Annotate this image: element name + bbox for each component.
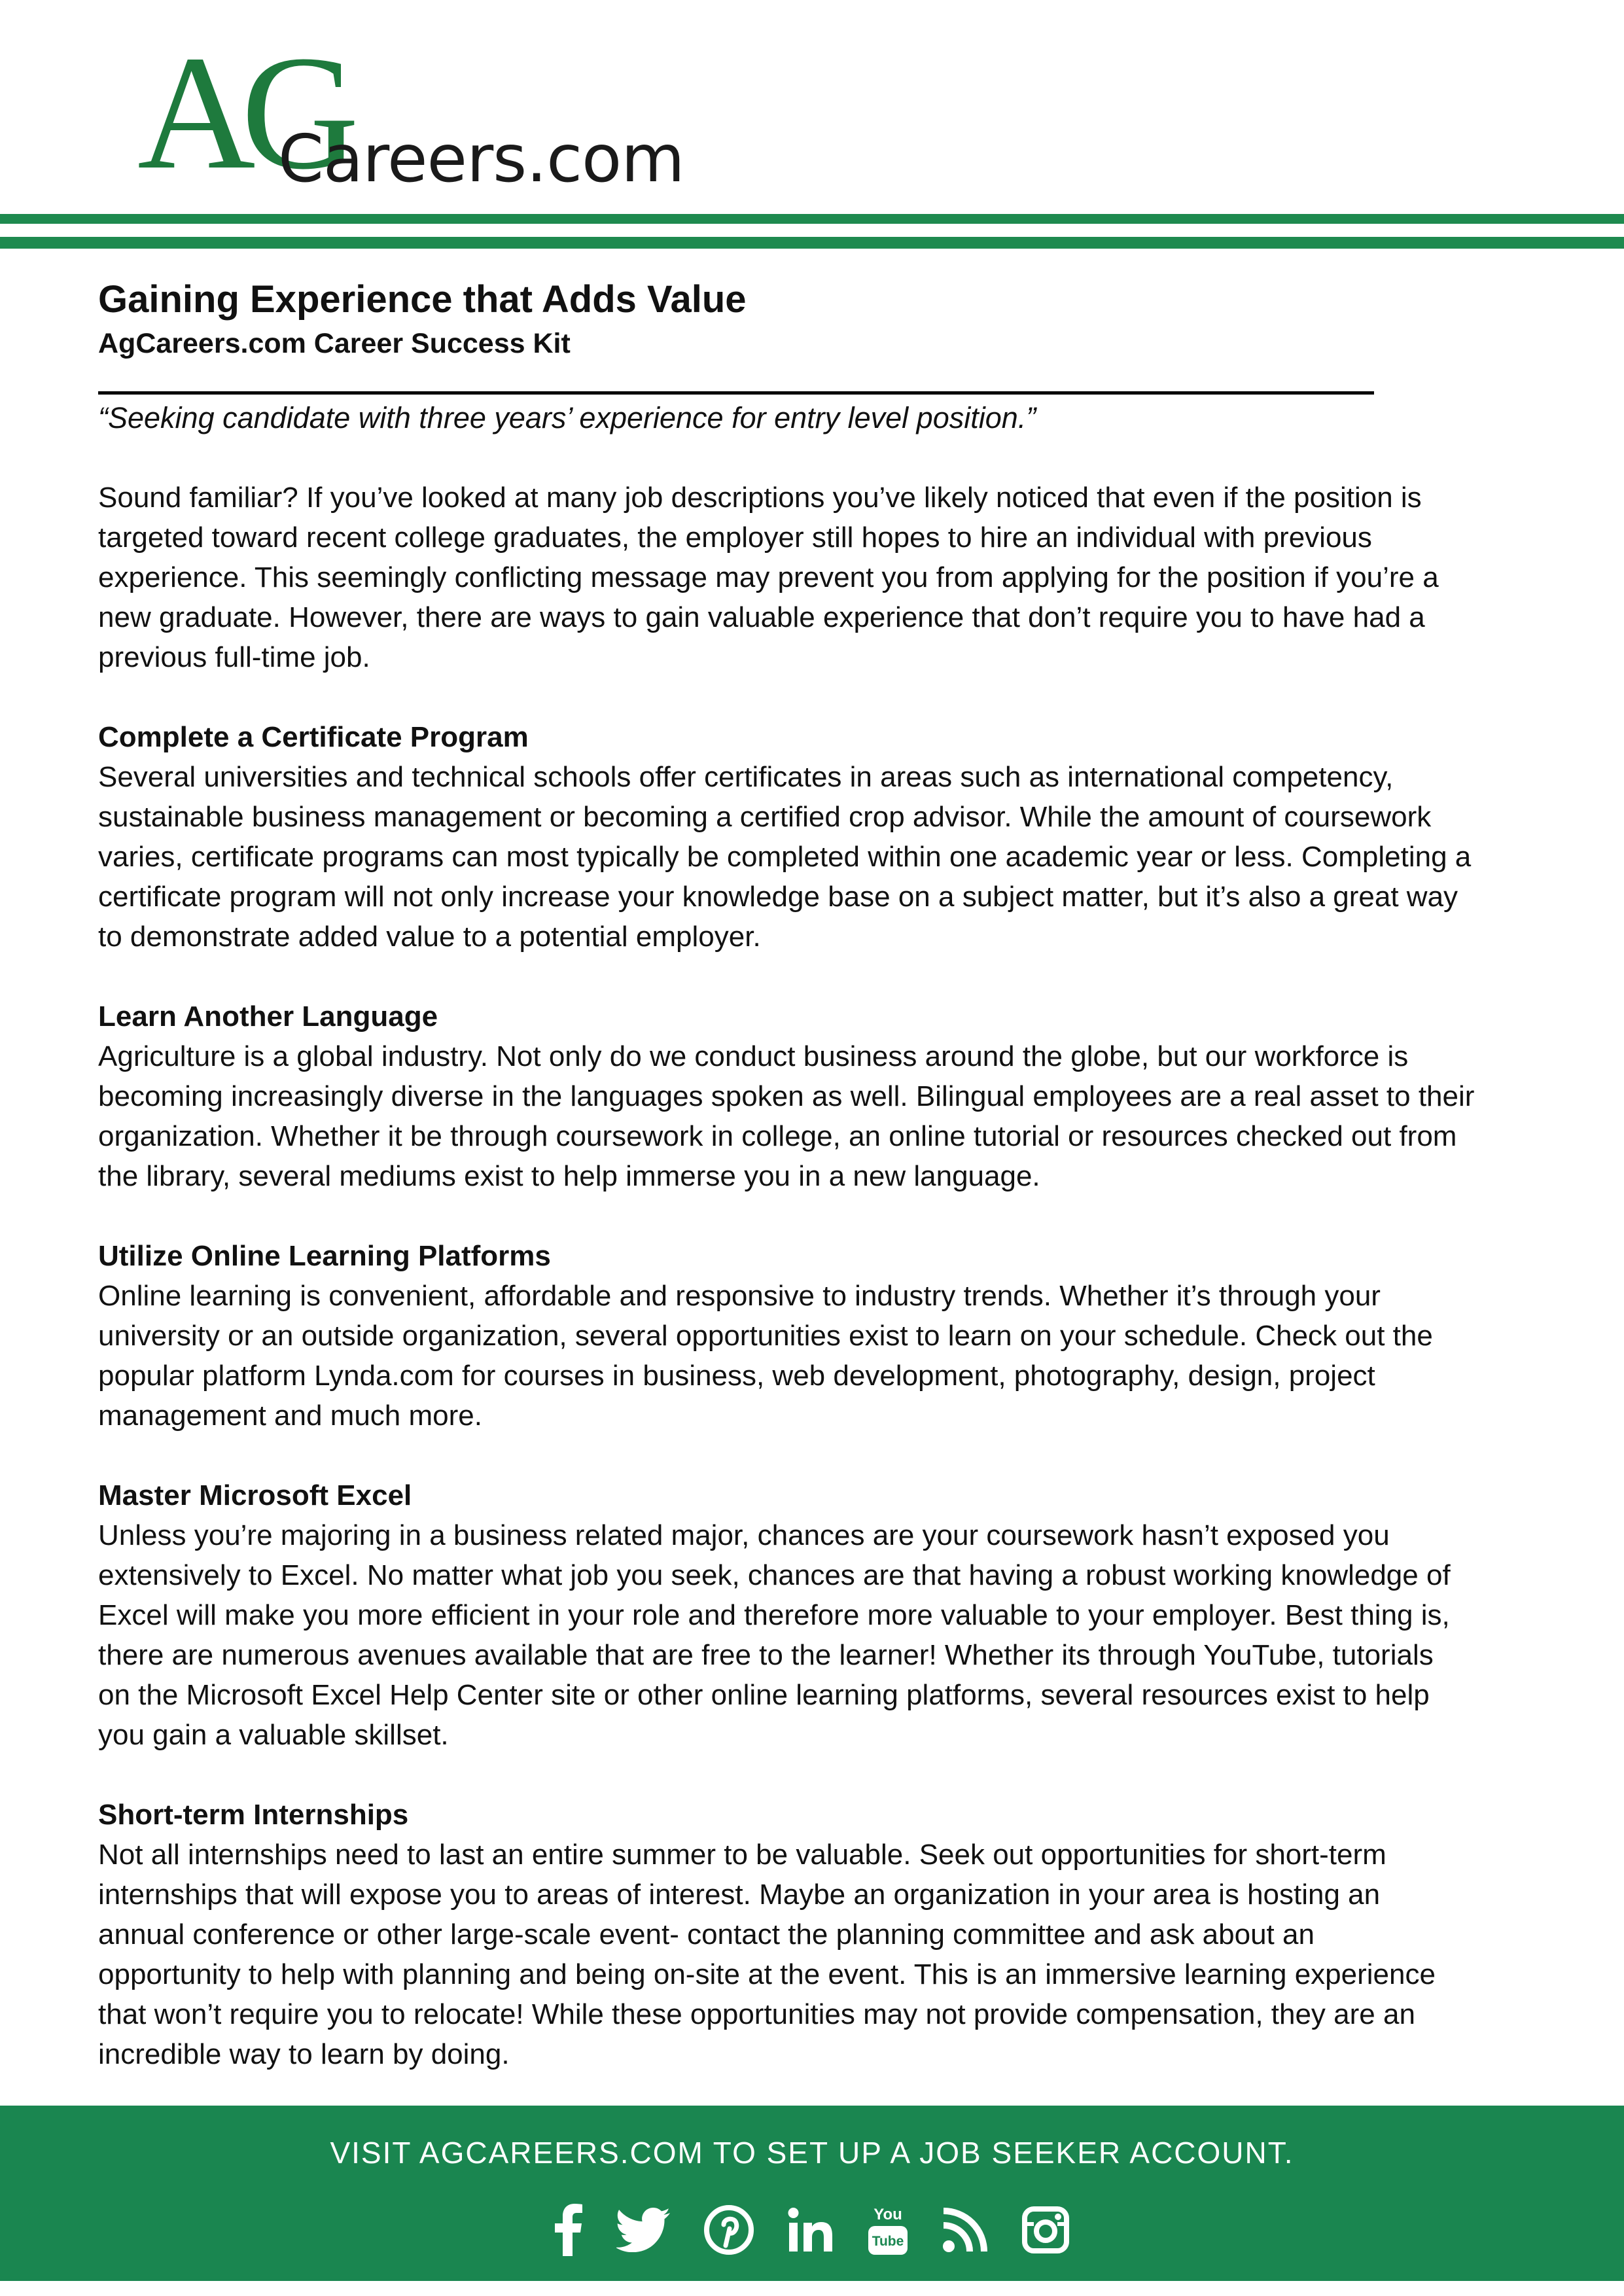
section-line: Not all internships need to last an entire summer to be valuable. Seek out opportunities for short-term xyxy=(98,1839,1386,1871)
section-short-term-internships xyxy=(98,1795,1525,2074)
section-line: the library, several mediums exist to help immerse you in a new language. xyxy=(98,1160,1040,1192)
section-line: on the Microsoft Excel Help Center site or other online learning platforms, several resources exist to help xyxy=(98,1679,1430,1711)
intro-line: new graduate. However, there are ways to gain valuable experience that don’t require you to have had a xyxy=(98,601,1425,633)
instagram-icon[interactable] xyxy=(1022,2206,1069,2253)
title-divider xyxy=(98,391,1374,395)
intro-quote: “Seeking candidate with three years’ experience for entry level position.” xyxy=(98,401,1036,434)
section-line: to demonstrate added value to a potential employer. xyxy=(98,921,761,953)
section-line: sustainable business management or becoming a certified crop advisor. While the amount of coursework xyxy=(98,801,1432,833)
youtube-tube-text: Tube xyxy=(872,2234,904,2249)
section-line: Excel will make you more efficient in your role and therefore more valuable to your employer. Best thing is, xyxy=(98,1599,1450,1631)
footer-banner xyxy=(0,2106,1624,2281)
pinterest-icon[interactable] xyxy=(704,2205,754,2255)
article-body xyxy=(98,478,1525,2074)
intro-line: previous full-time job. xyxy=(98,641,370,673)
section-line: incredible way to learn by doing. xyxy=(98,2038,510,2070)
section-heading: Short-term Internships xyxy=(98,1799,409,1831)
header-rule-bottom xyxy=(0,237,1624,249)
logo-ag-mark: AG xyxy=(137,22,345,203)
header-rule-top xyxy=(0,214,1624,224)
intro-line: Sound familiar? If you’ve looked at many job descriptions you’ve likely noticed that even if the position is xyxy=(98,482,1422,514)
page-subtitle: AgCareers.com Career Success Kit xyxy=(98,328,571,359)
intro-paragraph xyxy=(98,478,1525,677)
section-line: becoming increasingly diverse in the languages spoken as well. Bilingual employees are a real asset to their xyxy=(98,1080,1475,1112)
section-line: Several universities and technical schools offer certificates in areas such as international competency, xyxy=(98,761,1394,793)
page-title: Gaining Experience that Adds Value xyxy=(98,278,747,321)
section-certificate-program xyxy=(98,717,1525,957)
logo-careers-text: Careers.com xyxy=(278,120,684,197)
section-line: opportunity to help with planning and being on-site at the event. This is an immersive learning experience xyxy=(98,1958,1436,1990)
section-line: management and much more. xyxy=(98,1400,482,1432)
section-heading: Learn Another Language xyxy=(98,1000,438,1033)
section-line: internships that will expose you to areas of interest. Maybe an organization in your area is hosting an xyxy=(98,1879,1381,1911)
section-microsoft-excel xyxy=(98,1475,1525,1755)
section-line: you gain a valuable skillset. xyxy=(98,1719,449,1751)
social-links xyxy=(554,2199,1069,2261)
section-line: certificate program will not only increase your knowledge base on a subject matter, but it’s also a great way xyxy=(98,881,1458,913)
section-heading: Utilize Online Learning Platforms xyxy=(98,1240,551,1272)
section-line: organization. Whether it be through coursework in college, an online tutorial or resources checked out from xyxy=(98,1120,1457,1152)
section-line: there are numerous avenues available that are free to the learner! Whether its through YouTube, tutorials xyxy=(98,1639,1434,1671)
twitter-icon[interactable] xyxy=(616,2208,670,2252)
rss-icon[interactable] xyxy=(942,2207,988,2253)
section-line: Online learning is convenient, affordable and responsive to industry trends. Whether it’s through your xyxy=(98,1280,1381,1312)
section-line: extensively to Excel. No matter what job you seek, chances are that having a robust working knowledge of xyxy=(98,1559,1451,1591)
intro-line: experience. This seemingly conflicting message may prevent you from applying for the position if you’re a xyxy=(98,561,1439,593)
section-online-learning xyxy=(98,1236,1525,1436)
youtube-you-text: You xyxy=(874,2206,902,2223)
youtube-icon[interactable] xyxy=(868,2204,908,2256)
section-line: Agriculture is a global industry. Not only do we conduct business around the globe, but our workforce is xyxy=(98,1040,1409,1072)
section-line: Unless you’re majoring in a business related major, chances are your coursework hasn’t exposed you xyxy=(98,1519,1390,1551)
section-line: university or an outside organization, several opportunities exist to learn on your schedule. Check out the xyxy=(98,1320,1433,1352)
section-heading: Master Microsoft Excel xyxy=(98,1479,412,1511)
section-heading: Complete a Certificate Program xyxy=(98,721,529,753)
section-line: annual conference or other large-scale event- contact the planning committee and ask about an xyxy=(98,1918,1315,1951)
linkedin-icon[interactable] xyxy=(788,2207,834,2253)
intro-line: targeted toward recent college graduates, the employer still hopes to hire an individual with previous xyxy=(98,521,1372,554)
footer-cta-link[interactable]: VISIT AGCAREERS.COM TO SET UP A JOB SEEKER ACCOUNT. xyxy=(330,2136,1294,2170)
section-line: varies, certificate programs can most typically be completed within one academic year or less. Completing a xyxy=(98,841,1472,873)
section-line: that won’t require you to relocate! While these opportunities may not provide compensation, they are an xyxy=(98,1998,1415,2030)
section-another-language xyxy=(98,997,1525,1196)
facebook-icon[interactable] xyxy=(554,2204,582,2256)
agcareers-logo xyxy=(137,22,726,203)
section-line: popular platform Lynda.com for courses in business, web development, photography, design, project xyxy=(98,1360,1375,1392)
